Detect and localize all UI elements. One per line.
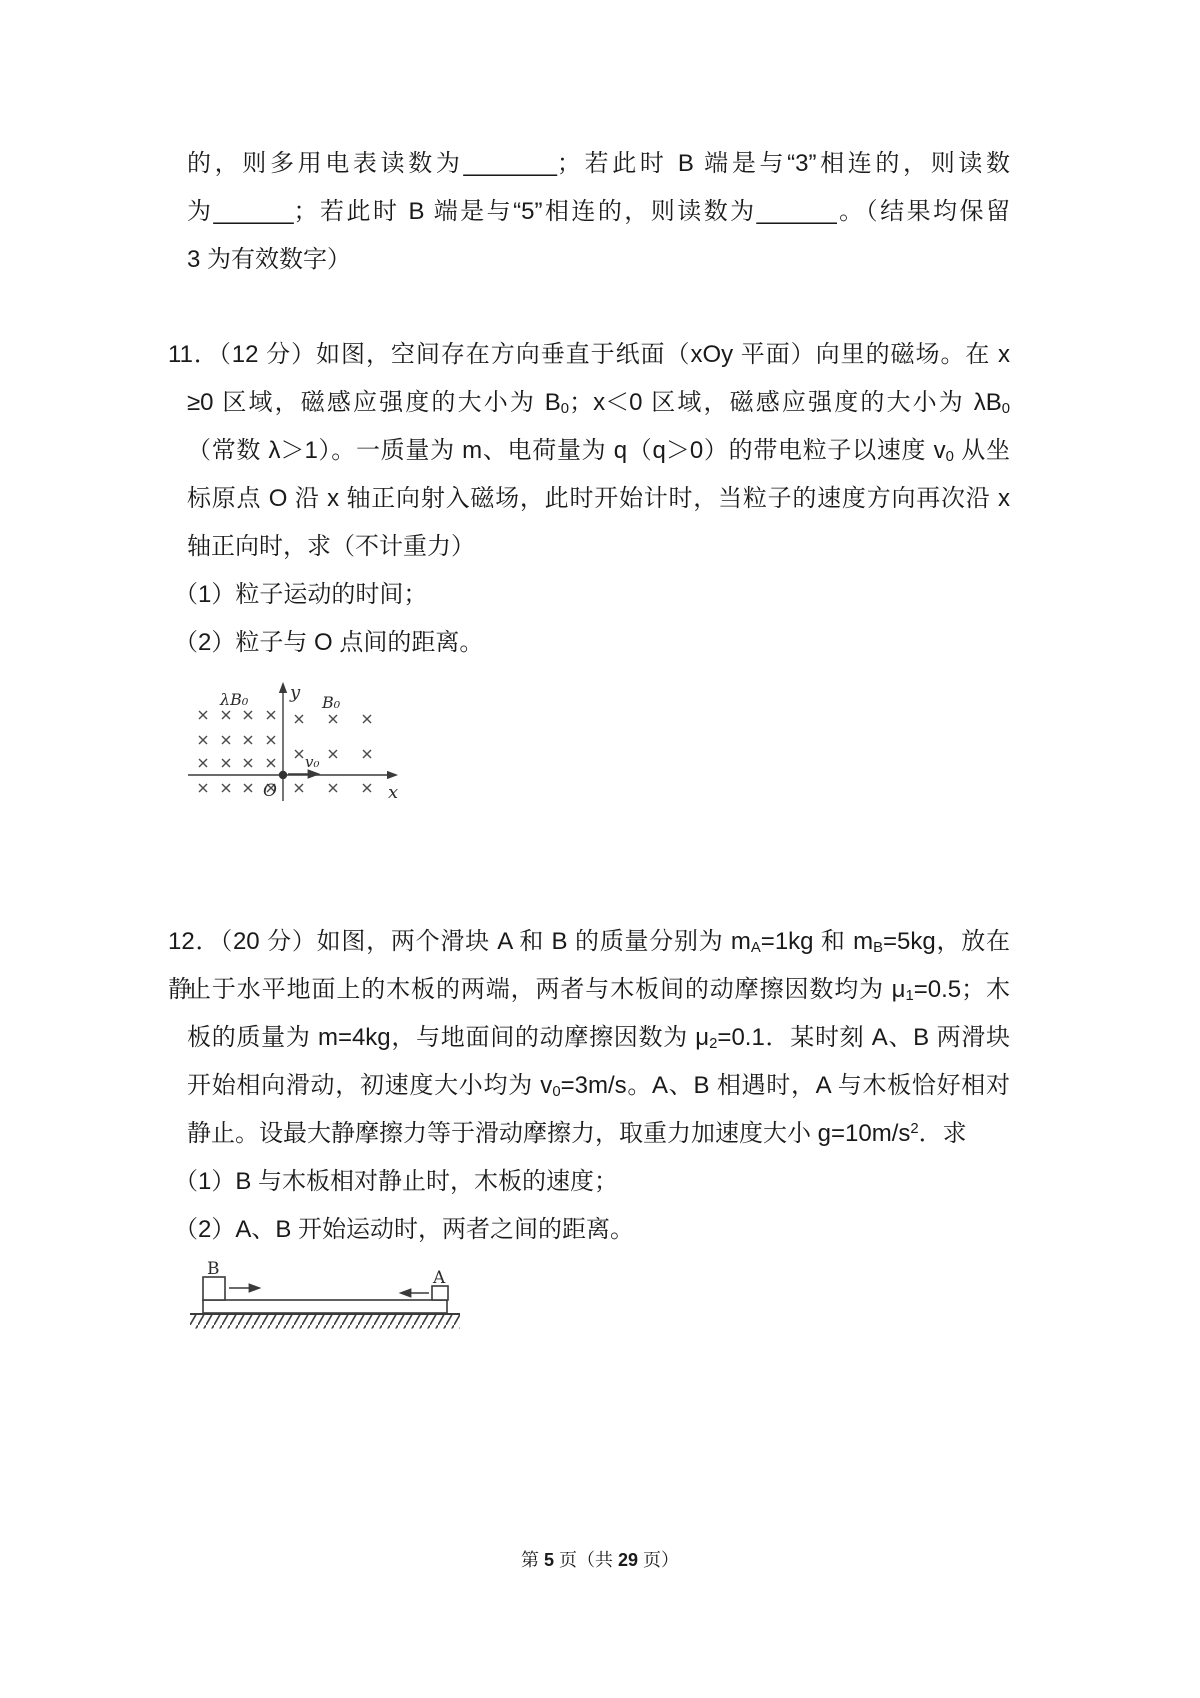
- question-12: [0, 918, 1200, 1254]
- block-b-label: B: [207, 1259, 220, 1279]
- origin-label: O: [263, 781, 277, 801]
- field-into-page-crosses-left: [199, 711, 275, 792]
- question-text-line: ≥0 区域，磁感应强度的大小为 $B_0$；x＜0 区域，磁感应强度的大小为 $\lambda B_0$: [187, 389, 1010, 417]
- q11-figure-magnetic-field: [180, 675, 410, 810]
- question-text-line: 止于水平地面上的木板的两端，两者与木板间的动摩擦因数均为 $\mu_1=0.5$；木: [187, 976, 1010, 1004]
- origin-dot: [279, 771, 287, 779]
- right-field-label: B₀: [322, 693, 341, 712]
- question-text-line: 11．（12 分）如图，空间存在方向垂直于纸面（xOy 平面）向里的磁场。在 x: [168, 341, 1010, 368]
- question-subitem: （1）粒子运动的时间；: [174, 581, 428, 608]
- question-text-line: 12．（20 分）如图，两个滑块 A 和 B 的质量分别为 $m_A=1kg$ 和 $m_B=5kg$，放在静: [168, 928, 1010, 1003]
- question-subitem: （1）B 与木板相对静止时，木板的速度；: [174, 1168, 619, 1195]
- question-text-line: 板的质量为 m=4kg，与地面间的动摩擦因数为 $\mu_2=0.1$．某时刻 A、B 两滑块: [187, 1024, 1010, 1052]
- q12-figure-blocks-on-plank: [150, 1255, 490, 1340]
- question-text-line: 标原点 O 沿 x 轴正向射入磁场，此时开始计时，当粒子的速度方向再次沿 x: [187, 485, 1010, 512]
- question-11: [0, 331, 1200, 667]
- question-text-line: 3 为有效数字）: [187, 246, 352, 273]
- block-a-label: A: [433, 1268, 446, 1288]
- page-number-footer: 第 5 页（共 29 页）: [520, 1550, 680, 1570]
- question-subitem: （2）A、B 开始运动时，两者之间的距离。: [174, 1216, 635, 1243]
- y-axis-label: y: [290, 682, 301, 703]
- question-text-line: 轴正向时，求（不计重力）: [187, 533, 475, 560]
- question-text-line: （常数 λ＞1）。一质量为 m、电荷量为 q（q＞0）的带电粒子以速度 $v_0$ 从坐: [187, 437, 1011, 465]
- block-b: [203, 1277, 225, 1300]
- question-text-line: 的，则多用电表读数为_______；若此时 B 端是与“3”相连的，则读数: [187, 150, 1010, 177]
- ground-hatching: [190, 1315, 460, 1329]
- intro-paragraph: [0, 140, 1200, 284]
- plank: [203, 1300, 447, 1313]
- question-text-line: 开始相向滑动，初速度大小均为 $v_0=3m/s$。A、B 相遇时，A 与木板恰好相对: [187, 1072, 1010, 1100]
- question-text-line: 为______；若此时 B 端是与“5”相连的，则读数为______。（结果均保留: [187, 198, 1010, 225]
- question-text-line: 静止。设最大静摩擦力等于滑动摩擦力，取重力加速度大小 $g=10m/s^2$．求: [187, 1120, 967, 1147]
- block-a: [432, 1286, 448, 1300]
- x-axis-label: x: [388, 782, 399, 803]
- left-field-label: λB₀: [220, 690, 249, 709]
- question-subitem: （2）粒子与 O 点间的距离。: [174, 629, 484, 656]
- velocity-label: v₀: [305, 753, 320, 771]
